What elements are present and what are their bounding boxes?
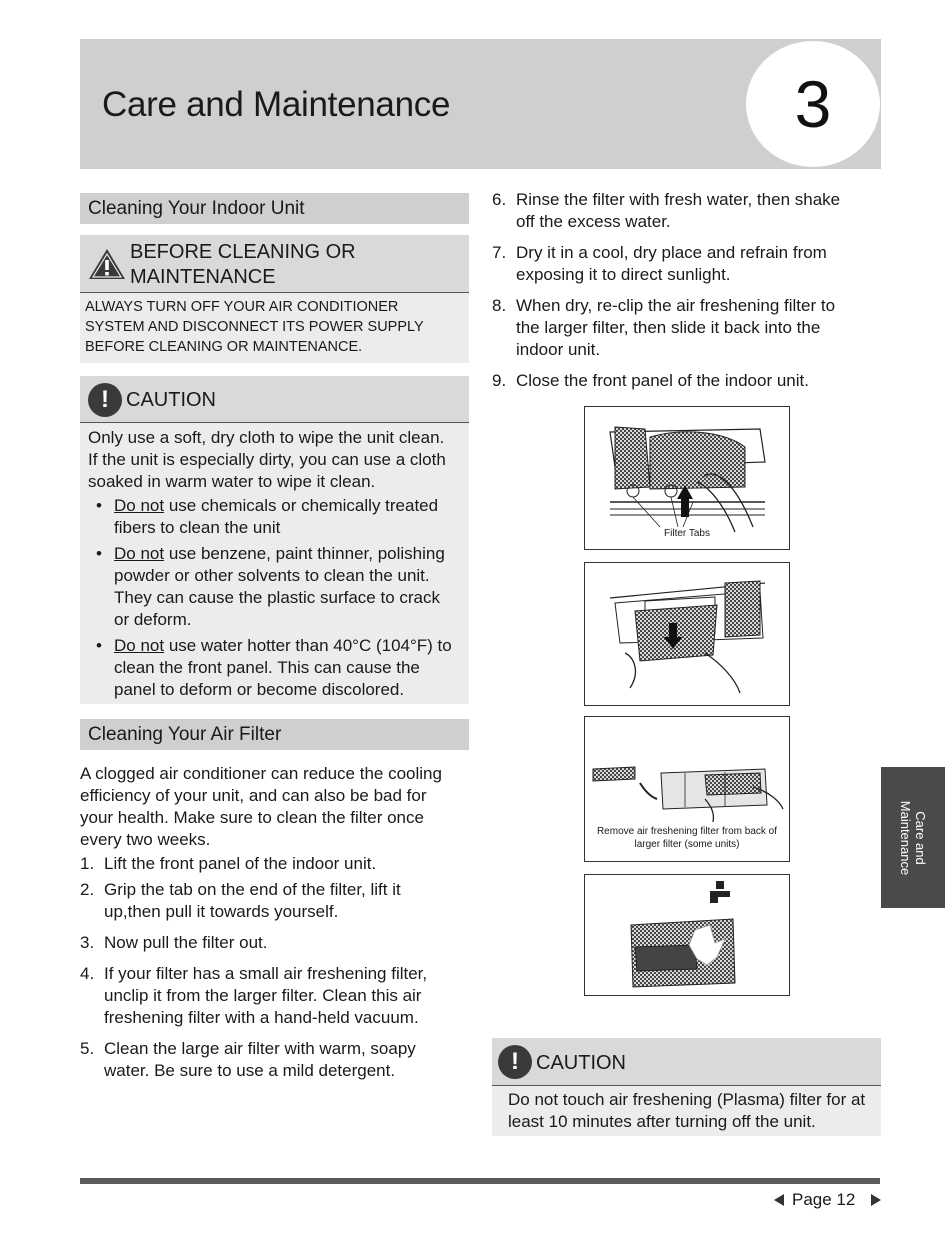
list-item xyxy=(80,543,459,631)
section-title-air-filter: Cleaning Your Air Filter xyxy=(80,719,469,750)
before-cleaning-heading xyxy=(130,240,356,290)
pull-filter-illustration xyxy=(585,563,788,704)
step-text: Rinse the filter with fresh water, then shake off the excess water. xyxy=(516,190,841,231)
side-tab-line: Maintenance xyxy=(898,800,913,875)
rinse-filter-illustration xyxy=(585,875,788,994)
chapter-side-tab[interactable] xyxy=(881,767,945,908)
filter-intro: A clogged air conditioner can reduce the cooling efficiency of your unit, and can also be bad for your health. Make sure to clean the filter once every two weeks. xyxy=(80,764,442,849)
figure-rinse-filter xyxy=(584,874,790,996)
bullet-text: use chemicals or chemically treated fibers to clean the unit xyxy=(114,496,439,537)
step-number: 1. xyxy=(80,854,95,873)
page-number: Page 12 xyxy=(792,1190,856,1209)
list-item xyxy=(80,1038,440,1082)
list-item xyxy=(80,879,440,923)
caution-box-cleaning xyxy=(80,376,469,704)
side-tab-label xyxy=(898,778,928,898)
caution-heading: CAUTION xyxy=(126,389,216,411)
step-text: Close the front panel of the indoor unit. xyxy=(516,371,809,390)
step-number: 7. xyxy=(492,243,507,262)
list-item xyxy=(80,932,440,954)
step-text: Now pull the filter out. xyxy=(104,933,268,952)
caution-heading: CAUTION xyxy=(536,1052,626,1074)
bullet-text: use benzene, paint thinner, polishing powder or other solvents to clean the unit. They can cause the plastic surface to crack or deform. xyxy=(114,544,445,629)
caution-intro: Only use a soft, dry cloth to wipe the unit clean. If the unit is especially dirty, you can use a cloth soaked in warm water to wipe it clean. xyxy=(88,428,446,491)
step-number: 3. xyxy=(80,933,95,952)
chapter-header xyxy=(80,39,881,169)
step-text: Lift the front panel of the indoor unit. xyxy=(104,854,377,873)
before-cleaning-box xyxy=(80,235,469,363)
page-navigation xyxy=(774,1189,881,1211)
heading-line: MAINTENANCE xyxy=(130,266,276,288)
section-title-indoor-unit: Cleaning Your Indoor Unit xyxy=(80,193,469,224)
side-tab-line: Care and xyxy=(913,810,928,865)
filter-steps-right xyxy=(492,189,862,392)
previous-page-arrow-icon[interactable] xyxy=(774,1194,784,1206)
caution-header xyxy=(492,1038,881,1086)
next-page-arrow-icon[interactable] xyxy=(871,1194,881,1206)
do-not-label: Do not xyxy=(114,496,165,515)
step-number: 4. xyxy=(80,964,95,983)
step-text: Dry it in a cool, dry place and refrain from exposing it to direct sunlight. xyxy=(516,243,827,284)
exclamation-icon: ! xyxy=(88,383,122,417)
do-not-label: Do not xyxy=(114,636,165,655)
figure-caption: Filter Tabs xyxy=(664,528,710,539)
step-text: Grip the tab on the end of the filter, lift it up,then pull it towards yourself. xyxy=(104,880,401,921)
step-text: Clean the large air filter with warm, soapy water. Be sure to use a mild detergent. xyxy=(104,1039,416,1080)
caution-bullet-list xyxy=(80,495,469,701)
caution-body: Do not touch air freshening (Plasma) filter for at least 10 minutes after turning off the unit. xyxy=(508,1090,866,1131)
caution-box-plasma xyxy=(492,1038,881,1136)
figure-remove-freshening-filter xyxy=(584,716,790,862)
list-item xyxy=(492,189,862,233)
list-item xyxy=(492,370,862,392)
caption-line: Remove air freshening filter from back of xyxy=(596,826,778,837)
bullet-text: use water hotter than 40°C (104°F) to clean the front panel. This can cause the panel to deform or become discolored. xyxy=(114,636,452,699)
list-item xyxy=(80,963,440,1029)
warning-triangle-icon xyxy=(88,247,126,281)
step-number: 5. xyxy=(80,1039,95,1058)
do-not-label: Do not xyxy=(114,544,165,563)
chapter-number-badge: 3 xyxy=(746,41,880,167)
filter-steps-left xyxy=(80,853,440,1082)
list-item xyxy=(80,853,440,875)
caption-line: larger filter (some units) xyxy=(634,839,740,850)
step-text: When dry, re-clip the air freshening filter to the larger filter, then slide it back into the indoor unit. xyxy=(516,296,836,359)
step-text: If your filter has a small air freshening filter, unclip it from the larger filter. Clean this air freshening filter with a hand-held vacuum. xyxy=(104,964,428,1027)
list-item xyxy=(492,242,862,286)
step-number: 9. xyxy=(492,371,507,390)
caution-header xyxy=(80,376,469,423)
step-number: 6. xyxy=(492,190,507,209)
remove-freshening-filter-illustration xyxy=(585,717,788,825)
list-item xyxy=(80,495,459,539)
before-cleaning-body: ALWAYS TURN OFF YOUR AIR CONDITIONER SYSTEM AND DISCONNECT ITS POWER SUPPLY BEFORE CLEANING OR MAINTENANCE. xyxy=(85,299,424,355)
page-title: Care and Maintenance xyxy=(102,85,451,124)
exclamation-icon: ! xyxy=(498,1045,532,1079)
step-number: 2. xyxy=(80,880,95,899)
figure-pull-filter xyxy=(584,562,790,706)
list-item xyxy=(80,635,459,701)
before-cleaning-header xyxy=(80,235,469,293)
list-item xyxy=(492,295,862,361)
footer-rule xyxy=(80,1178,880,1184)
figure-caption xyxy=(585,825,789,851)
step-number: 8. xyxy=(492,296,507,315)
figure-filter-tabs xyxy=(584,406,790,550)
heading-line: BEFORE CLEANING OR xyxy=(130,241,356,263)
